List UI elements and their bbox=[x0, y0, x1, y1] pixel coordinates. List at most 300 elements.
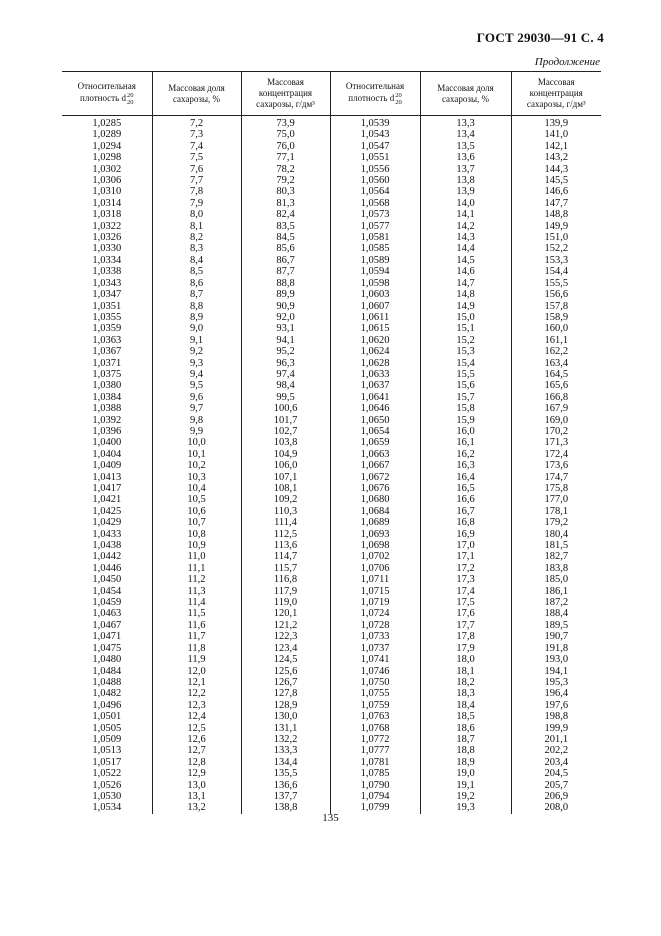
density-cell: 1,0480 bbox=[92, 654, 122, 666]
mass-concentration-cell: 126,7 bbox=[241, 677, 330, 688]
table-row bbox=[62, 449, 601, 460]
table-row bbox=[62, 255, 601, 266]
density-cell: 1,0573 bbox=[330, 209, 420, 220]
mass-fraction-cell: 15,5 bbox=[420, 369, 511, 380]
density-index: 20 20 bbox=[395, 92, 402, 106]
density-cell: 1,0388 bbox=[92, 403, 122, 415]
table-row bbox=[62, 780, 601, 791]
mass-concentration-cell: 171,3 bbox=[511, 437, 601, 448]
density-cell: 1,0794 bbox=[330, 791, 420, 802]
density-index: 20 20 bbox=[126, 92, 134, 106]
table-row bbox=[62, 711, 601, 722]
mass-concentration-cell: 197,6 bbox=[511, 700, 601, 711]
mass-fraction-cell: 15,6 bbox=[420, 380, 511, 391]
mass-concentration-cell: 177,0 bbox=[511, 494, 601, 505]
density-cell: 1,0505 bbox=[92, 722, 122, 734]
mass-fraction-cell: 11,7 bbox=[152, 631, 241, 642]
density-cell: 1,0650 bbox=[330, 415, 420, 426]
table-row bbox=[62, 483, 601, 494]
mass-concentration-cell: 110,3 bbox=[241, 506, 330, 517]
mass-concentration-cell: 161,1 bbox=[511, 335, 601, 346]
mass-concentration-cell: 156,6 bbox=[511, 289, 601, 300]
mass-fraction-cell: 13,2 bbox=[152, 802, 241, 813]
mass-concentration-cell: 107,1 bbox=[241, 472, 330, 483]
mass-fraction-cell: 19,3 bbox=[420, 802, 511, 813]
mass-concentration-cell: 113,6 bbox=[241, 540, 330, 551]
mass-fraction-cell: 19,0 bbox=[420, 768, 511, 779]
mass-concentration-cell: 75,0 bbox=[241, 129, 330, 140]
mass-fraction-cell: 18,8 bbox=[420, 745, 511, 756]
table-row bbox=[62, 323, 601, 334]
density-cell: 1,0733 bbox=[330, 631, 420, 642]
mass-fraction-cell: 7,8 bbox=[152, 186, 241, 197]
mass-fraction-cell: 16,9 bbox=[420, 529, 511, 540]
mass-concentration-cell: 164,5 bbox=[511, 369, 601, 380]
mass-fraction-cell: 12,7 bbox=[152, 745, 241, 756]
density-cell: 1,0413 bbox=[92, 471, 122, 483]
density-cell: 1,0755 bbox=[330, 688, 420, 699]
table-row bbox=[62, 278, 601, 289]
header-density-2 bbox=[330, 72, 420, 116]
mass-concentration-cell: 183,8 bbox=[511, 563, 601, 574]
density-cell: 1,0698 bbox=[330, 540, 420, 551]
density-cell: 1,0294 bbox=[92, 140, 122, 152]
density-cell: 1,0501 bbox=[92, 711, 122, 723]
mass-concentration-cell: 80,3 bbox=[241, 186, 330, 197]
mass-concentration-cell: 106,0 bbox=[241, 460, 330, 471]
table-row bbox=[62, 551, 601, 562]
density-cell: 1,0777 bbox=[330, 745, 420, 756]
density-cell: 1,0598 bbox=[330, 278, 420, 289]
table-row bbox=[62, 768, 601, 779]
mass-fraction-cell: 17,8 bbox=[420, 631, 511, 642]
mass-concentration-cell: 179,2 bbox=[511, 517, 601, 528]
table-row bbox=[62, 403, 601, 414]
density-cell: 1,0564 bbox=[330, 186, 420, 197]
mass-fraction-cell: 18,5 bbox=[420, 711, 511, 722]
table-row bbox=[62, 757, 601, 768]
mass-fraction-cell: 14,5 bbox=[420, 255, 511, 266]
density-cell: 1,0392 bbox=[92, 414, 122, 426]
mass-fraction-cell: 16,0 bbox=[420, 426, 511, 437]
mass-concentration-cell: 98,4 bbox=[241, 380, 330, 391]
mass-fraction-cell: 10,7 bbox=[152, 517, 241, 528]
mass-concentration-cell: 202,2 bbox=[511, 745, 601, 756]
mass-concentration-cell: 144,3 bbox=[511, 164, 601, 175]
mass-concentration-cell: 73,9 bbox=[241, 116, 330, 130]
density-cell: 1,0790 bbox=[330, 780, 420, 791]
mass-fraction-cell: 8,2 bbox=[152, 232, 241, 243]
document-header-title: ГОСТ 29030—91 С. 4 bbox=[476, 30, 604, 45]
density-cell: 1,0715 bbox=[330, 586, 420, 597]
mass-fraction-cell: 10,5 bbox=[152, 494, 241, 505]
mass-concentration-cell: 94,1 bbox=[241, 335, 330, 346]
table-row bbox=[62, 734, 601, 745]
mass-concentration-cell: 135,5 bbox=[241, 768, 330, 779]
density-cell: 1,0693 bbox=[330, 529, 420, 540]
mass-fraction-cell: 7,2 bbox=[152, 116, 241, 130]
mass-concentration-cell: 162,2 bbox=[511, 346, 601, 357]
density-cell: 1,0799 bbox=[330, 802, 420, 813]
mass-concentration-cell: 169,0 bbox=[511, 415, 601, 426]
density-cell: 1,0676 bbox=[330, 483, 420, 494]
density-cell: 1,0351 bbox=[92, 300, 122, 312]
mass-concentration-cell: 157,8 bbox=[511, 301, 601, 312]
density-cell: 1,0459 bbox=[92, 597, 122, 609]
mass-fraction-cell: 10,2 bbox=[152, 460, 241, 471]
table-row bbox=[62, 460, 601, 471]
table-row bbox=[62, 380, 601, 391]
mass-fraction-cell: 8,1 bbox=[152, 221, 241, 232]
mass-fraction-cell: 13,1 bbox=[152, 791, 241, 802]
mass-fraction-cell: 15,2 bbox=[420, 335, 511, 346]
density-cell: 1,0513 bbox=[92, 745, 122, 757]
density-cell: 1,0475 bbox=[92, 642, 122, 654]
mass-concentration-cell: 112,5 bbox=[241, 529, 330, 540]
mass-fraction-cell: 13,7 bbox=[420, 164, 511, 175]
table-row bbox=[62, 232, 601, 243]
table-row bbox=[62, 335, 601, 346]
mass-concentration-cell: 77,1 bbox=[241, 152, 330, 163]
table-row bbox=[62, 243, 601, 254]
mass-fraction-cell: 17,9 bbox=[420, 643, 511, 654]
density-cell: 1,0633 bbox=[330, 369, 420, 380]
density-cell: 1,0355 bbox=[92, 311, 122, 323]
mass-fraction-cell: 14,2 bbox=[420, 221, 511, 232]
density-cell: 1,0763 bbox=[330, 711, 420, 722]
mass-fraction-cell: 18,1 bbox=[420, 666, 511, 677]
mass-concentration-cell: 117,9 bbox=[241, 586, 330, 597]
density-cell: 1,0577 bbox=[330, 221, 420, 232]
mass-fraction-cell: 7,3 bbox=[152, 129, 241, 140]
mass-fraction-cell: 14,6 bbox=[420, 266, 511, 277]
mass-concentration-cell: 95,2 bbox=[241, 346, 330, 357]
page-number: 135 bbox=[322, 812, 339, 824]
table-row bbox=[62, 563, 601, 574]
header-mass-fraction-1: Массовая доля сахарозы, % bbox=[152, 72, 241, 116]
mass-concentration-cell: 109,2 bbox=[241, 494, 330, 505]
mass-concentration-cell: 101,7 bbox=[241, 415, 330, 426]
mass-concentration-cell: 137,7 bbox=[241, 791, 330, 802]
mass-fraction-cell: 9,3 bbox=[152, 358, 241, 369]
mass-concentration-cell: 178,1 bbox=[511, 506, 601, 517]
mass-fraction-cell: 10,0 bbox=[152, 437, 241, 448]
mass-fraction-cell: 13,8 bbox=[420, 175, 511, 186]
mass-concentration-cell: 133,3 bbox=[241, 745, 330, 756]
density-cell: 1,0603 bbox=[330, 289, 420, 300]
table-row bbox=[62, 791, 601, 802]
mass-fraction-cell: 17,7 bbox=[420, 620, 511, 631]
mass-fraction-cell: 11,5 bbox=[152, 608, 241, 619]
mass-concentration-cell: 82,4 bbox=[241, 209, 330, 220]
density-cell: 1,0689 bbox=[330, 517, 420, 528]
density-cell: 1,0417 bbox=[92, 483, 122, 494]
density-cell: 1,0442 bbox=[92, 551, 122, 563]
density-cell: 1,0719 bbox=[330, 597, 420, 608]
mass-concentration-cell: 158,9 bbox=[511, 312, 601, 323]
mass-concentration-cell: 185,0 bbox=[511, 574, 601, 585]
mass-fraction-cell: 15,1 bbox=[420, 323, 511, 334]
density-cell: 1,0785 bbox=[330, 768, 420, 779]
mass-concentration-cell: 153,3 bbox=[511, 255, 601, 266]
mass-concentration-cell: 167,9 bbox=[511, 403, 601, 414]
mass-concentration-cell: 100,6 bbox=[241, 403, 330, 414]
table-row bbox=[62, 586, 601, 597]
mass-concentration-cell: 163,4 bbox=[511, 358, 601, 369]
table-row bbox=[62, 631, 601, 642]
mass-fraction-cell: 10,6 bbox=[152, 506, 241, 517]
mass-concentration-cell: 93,1 bbox=[241, 323, 330, 334]
mass-concentration-cell: 186,1 bbox=[511, 586, 601, 597]
mass-concentration-cell: 132,2 bbox=[241, 734, 330, 745]
table-row bbox=[62, 666, 601, 677]
mass-concentration-cell: 173,6 bbox=[511, 460, 601, 471]
density-cell: 1,0522 bbox=[92, 768, 122, 780]
mass-fraction-cell: 16,5 bbox=[420, 483, 511, 494]
density-cell: 1,0581 bbox=[330, 232, 420, 243]
density-cell: 1,0338 bbox=[92, 266, 122, 278]
mass-concentration-cell: 152,2 bbox=[511, 243, 601, 254]
mass-fraction-cell: 13,0 bbox=[152, 780, 241, 791]
density-cell: 1,0318 bbox=[92, 209, 122, 221]
table-row bbox=[62, 540, 601, 551]
mass-concentration-cell: 145,5 bbox=[511, 175, 601, 186]
mass-concentration-cell: 142,1 bbox=[511, 141, 601, 152]
mass-concentration-cell: 134,4 bbox=[241, 757, 330, 768]
mass-fraction-cell: 10,3 bbox=[152, 472, 241, 483]
mass-fraction-cell: 11,0 bbox=[152, 551, 241, 562]
mass-fraction-cell: 17,6 bbox=[420, 608, 511, 619]
table-row bbox=[62, 141, 601, 152]
table-row bbox=[62, 620, 601, 631]
mass-fraction-cell: 18,4 bbox=[420, 700, 511, 711]
density-cell: 1,0334 bbox=[92, 254, 122, 266]
density-cell: 1,0556 bbox=[330, 164, 420, 175]
density-cell: 1,0620 bbox=[330, 335, 420, 346]
mass-fraction-cell: 12,0 bbox=[152, 666, 241, 677]
mass-concentration-cell: 138,8 bbox=[241, 802, 330, 813]
density-cell: 1,0746 bbox=[330, 666, 420, 677]
mass-fraction-cell: 9,9 bbox=[152, 426, 241, 437]
mass-concentration-cell: 130,0 bbox=[241, 711, 330, 722]
table-row bbox=[62, 164, 601, 175]
mass-concentration-cell: 206,9 bbox=[511, 791, 601, 802]
mass-fraction-cell: 16,4 bbox=[420, 472, 511, 483]
mass-fraction-cell: 7,5 bbox=[152, 152, 241, 163]
mass-fraction-cell: 13,6 bbox=[420, 152, 511, 163]
table-row bbox=[62, 745, 601, 756]
table-row bbox=[62, 129, 601, 140]
density-cell: 1,0589 bbox=[330, 255, 420, 266]
density-cell: 1,0737 bbox=[330, 643, 420, 654]
mass-fraction-cell: 17,1 bbox=[420, 551, 511, 562]
mass-fraction-cell: 19,1 bbox=[420, 780, 511, 791]
mass-concentration-cell: 104,9 bbox=[241, 449, 330, 460]
density-cell: 1,0463 bbox=[92, 608, 122, 620]
density-cell: 1,0611 bbox=[330, 312, 420, 323]
table-body bbox=[62, 116, 601, 814]
mass-fraction-cell: 15,0 bbox=[420, 312, 511, 323]
mass-concentration-cell: 111,4 bbox=[241, 517, 330, 528]
mass-fraction-cell: 14,1 bbox=[420, 209, 511, 220]
table-row bbox=[62, 221, 601, 232]
density-cell: 1,0484 bbox=[92, 665, 122, 677]
density-cell: 1,0711 bbox=[330, 574, 420, 585]
density-cell: 1,0646 bbox=[330, 403, 420, 414]
mass-fraction-cell: 15,7 bbox=[420, 392, 511, 403]
density-cell: 1,0396 bbox=[92, 425, 122, 437]
mass-concentration-cell: 85,6 bbox=[241, 243, 330, 254]
table-row bbox=[62, 517, 601, 528]
density-cell: 1,0667 bbox=[330, 460, 420, 471]
mass-fraction-cell: 9,5 bbox=[152, 380, 241, 391]
table-row bbox=[62, 266, 601, 277]
mass-fraction-cell: 18,2 bbox=[420, 677, 511, 688]
density-cell: 1,0496 bbox=[92, 699, 122, 711]
density-cell: 1,0551 bbox=[330, 152, 420, 163]
density-cell: 1,0409 bbox=[92, 460, 122, 472]
table-row bbox=[62, 529, 601, 540]
table-row bbox=[62, 392, 601, 403]
table-row bbox=[62, 426, 601, 437]
mass-concentration-cell: 102,7 bbox=[241, 426, 330, 437]
mass-fraction-cell: 8,6 bbox=[152, 278, 241, 289]
mass-concentration-cell: 83,5 bbox=[241, 221, 330, 232]
table-row bbox=[62, 186, 601, 197]
mass-concentration-cell: 196,4 bbox=[511, 688, 601, 699]
mass-concentration-cell: 90,9 bbox=[241, 301, 330, 312]
density-cell: 1,0471 bbox=[92, 631, 122, 643]
density-cell: 1,0641 bbox=[330, 392, 420, 403]
table-row bbox=[62, 346, 601, 357]
mass-fraction-cell: 8,8 bbox=[152, 301, 241, 312]
table-row bbox=[62, 472, 601, 483]
table-row bbox=[62, 597, 601, 608]
density-cell: 1,0509 bbox=[92, 733, 122, 745]
density-cell: 1,0322 bbox=[92, 220, 122, 232]
mass-concentration-cell: 81,3 bbox=[241, 198, 330, 209]
mass-fraction-cell: 13,4 bbox=[420, 129, 511, 140]
density-cell: 1,0488 bbox=[92, 676, 122, 688]
mass-concentration-cell: 155,5 bbox=[511, 278, 601, 289]
mass-concentration-cell: 194,1 bbox=[511, 666, 601, 677]
mass-concentration-cell: 136,6 bbox=[241, 780, 330, 791]
mass-concentration-cell: 204,5 bbox=[511, 768, 601, 779]
density-cell: 1,0594 bbox=[330, 266, 420, 277]
mass-fraction-cell: 9,6 bbox=[152, 392, 241, 403]
mass-fraction-cell: 12,6 bbox=[152, 734, 241, 745]
mass-fraction-cell: 8,7 bbox=[152, 289, 241, 300]
density-cell: 1,0380 bbox=[92, 380, 122, 392]
mass-fraction-cell: 9,2 bbox=[152, 346, 241, 357]
mass-concentration-cell: 99,5 bbox=[241, 392, 330, 403]
mass-concentration-cell: 170,2 bbox=[511, 426, 601, 437]
density-cell: 1,0446 bbox=[92, 562, 122, 574]
sucrose-density-table bbox=[62, 71, 601, 814]
mass-concentration-cell: 88,8 bbox=[241, 278, 330, 289]
table-row bbox=[62, 312, 601, 323]
density-cell: 1,0539 bbox=[330, 116, 420, 130]
mass-concentration-cell: 84,5 bbox=[241, 232, 330, 243]
mass-fraction-cell: 13,3 bbox=[420, 116, 511, 130]
mass-fraction-cell: 11,8 bbox=[152, 643, 241, 654]
mass-concentration-cell: 103,8 bbox=[241, 437, 330, 448]
table-row bbox=[62, 209, 601, 220]
mass-fraction-cell: 18,3 bbox=[420, 688, 511, 699]
density-cell: 1,0607 bbox=[330, 301, 420, 312]
table-row bbox=[62, 723, 601, 734]
mass-concentration-cell: 154,4 bbox=[511, 266, 601, 277]
mass-concentration-cell: 128,9 bbox=[241, 700, 330, 711]
density-cell: 1,0347 bbox=[92, 289, 122, 301]
header-mass-concentration-2: Массовая концентрация сахарозы, г/дм³ bbox=[511, 72, 601, 116]
mass-concentration-cell: 122,3 bbox=[241, 631, 330, 642]
mass-concentration-cell: 208,0 bbox=[511, 802, 601, 813]
mass-concentration-cell: 165,6 bbox=[511, 380, 601, 391]
density-cell: 1,0454 bbox=[92, 585, 122, 597]
mass-fraction-cell: 17,3 bbox=[420, 574, 511, 585]
mass-fraction-cell: 17,2 bbox=[420, 563, 511, 574]
mass-concentration-cell: 148,8 bbox=[511, 209, 601, 220]
density-cell: 1,0530 bbox=[92, 790, 122, 802]
header-density-label: Относительная плотность d bbox=[345, 81, 405, 104]
mass-concentration-cell: 180,4 bbox=[511, 529, 601, 540]
header-density-1 bbox=[62, 72, 152, 116]
mass-concentration-cell: 151,0 bbox=[511, 232, 601, 243]
mass-fraction-cell: 11,1 bbox=[152, 563, 241, 574]
mass-fraction-cell: 9,1 bbox=[152, 335, 241, 346]
table-row bbox=[62, 116, 601, 130]
mass-fraction-cell: 12,2 bbox=[152, 688, 241, 699]
continuation-label: Продолжение bbox=[534, 56, 600, 68]
mass-concentration-cell: 97,4 bbox=[241, 369, 330, 380]
mass-fraction-cell: 18,7 bbox=[420, 734, 511, 745]
mass-fraction-cell: 18,9 bbox=[420, 757, 511, 768]
density-cell: 1,0663 bbox=[330, 449, 420, 460]
table-row bbox=[62, 175, 601, 186]
mass-fraction-cell: 9,7 bbox=[152, 403, 241, 414]
table-row bbox=[62, 369, 601, 380]
mass-concentration-cell: 182,7 bbox=[511, 551, 601, 562]
mass-concentration-cell: 205,7 bbox=[511, 780, 601, 791]
density-cell: 1,0684 bbox=[330, 506, 420, 517]
density-cell: 1,0289 bbox=[92, 129, 122, 141]
density-cell: 1,0560 bbox=[330, 175, 420, 186]
mass-concentration-cell: 89,9 bbox=[241, 289, 330, 300]
density-cell: 1,0425 bbox=[92, 505, 122, 517]
mass-fraction-cell: 19,2 bbox=[420, 791, 511, 802]
mass-fraction-cell: 12,9 bbox=[152, 768, 241, 779]
mass-concentration-cell: 195,3 bbox=[511, 677, 601, 688]
mass-concentration-cell: 193,0 bbox=[511, 654, 601, 665]
mass-concentration-cell: 172,4 bbox=[511, 449, 601, 460]
density-cell: 1,0672 bbox=[330, 472, 420, 483]
mass-concentration-cell: 199,9 bbox=[511, 723, 601, 734]
density-cell: 1,0482 bbox=[92, 688, 122, 700]
mass-concentration-cell: 181,5 bbox=[511, 540, 601, 551]
table-row bbox=[62, 506, 601, 517]
mass-fraction-cell: 12,5 bbox=[152, 723, 241, 734]
density-cell: 1,0547 bbox=[330, 141, 420, 152]
mass-fraction-cell: 12,4 bbox=[152, 711, 241, 722]
density-cell: 1,0624 bbox=[330, 346, 420, 357]
table-row bbox=[62, 677, 601, 688]
density-cell: 1,0659 bbox=[330, 437, 420, 448]
mass-fraction-cell: 13,5 bbox=[420, 141, 511, 152]
mass-concentration-cell: 146,6 bbox=[511, 186, 601, 197]
table-row bbox=[62, 688, 601, 699]
mass-fraction-cell: 7,4 bbox=[152, 141, 241, 152]
